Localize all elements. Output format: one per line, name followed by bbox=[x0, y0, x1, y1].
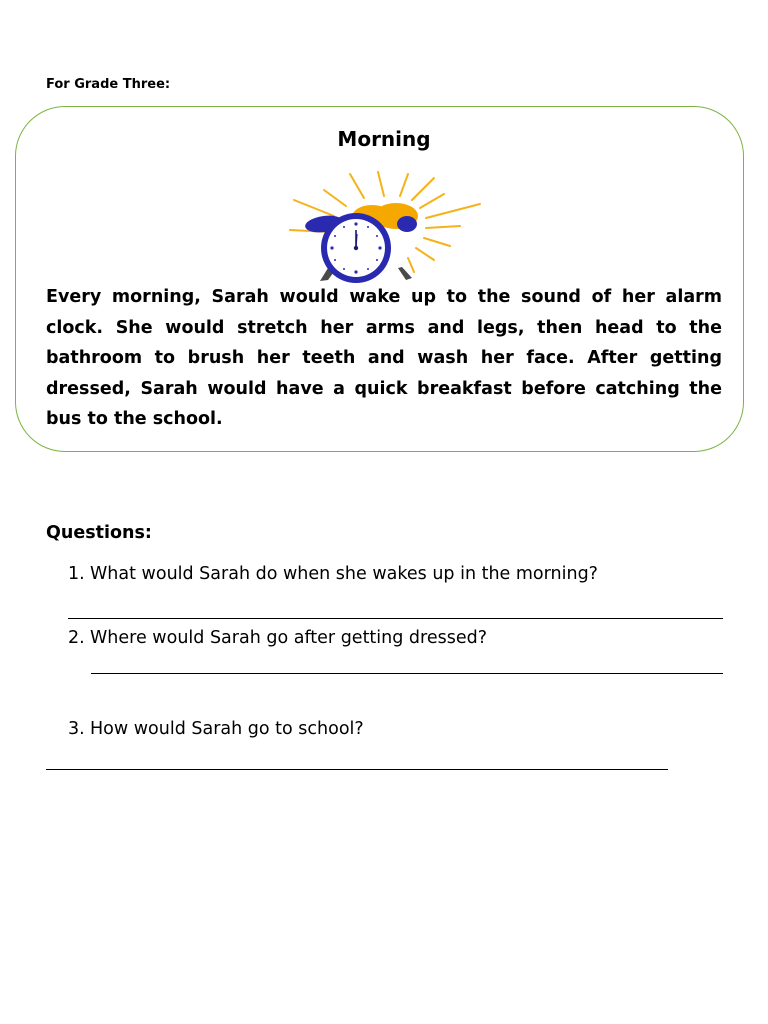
question-1 bbox=[68, 564, 598, 584]
question-2 bbox=[68, 628, 487, 648]
story-title: Morning bbox=[337, 127, 431, 151]
question-3 bbox=[68, 719, 364, 739]
answer-line-1[interactable] bbox=[68, 618, 723, 619]
question-2-text: Where would Sarah go after getting dressed? bbox=[90, 628, 487, 648]
question-1-text: What would Sarah do when she wakes up in the morning? bbox=[90, 564, 598, 584]
question-3-text: How would Sarah go to school? bbox=[90, 719, 364, 739]
grade-label: For Grade Three: bbox=[46, 77, 171, 92]
questions-heading: Questions: bbox=[46, 523, 152, 543]
question-3-number: 3. bbox=[68, 719, 85, 739]
answer-line-3[interactable] bbox=[46, 769, 668, 770]
question-2-number: 2. bbox=[68, 628, 85, 648]
story-text: Every morning, Sarah would wake up to the sound of her alarm clock. She would stretch her arms and legs, then head to the bathroom to brush her teeth and wash her face. After getting dressed, Sarah would have a quick breakfast before catching the bus to the school. bbox=[46, 287, 722, 429]
question-1-number: 1. bbox=[68, 564, 85, 584]
answer-line-2[interactable] bbox=[91, 673, 723, 674]
alarm-clock-icon bbox=[284, 168, 484, 288]
